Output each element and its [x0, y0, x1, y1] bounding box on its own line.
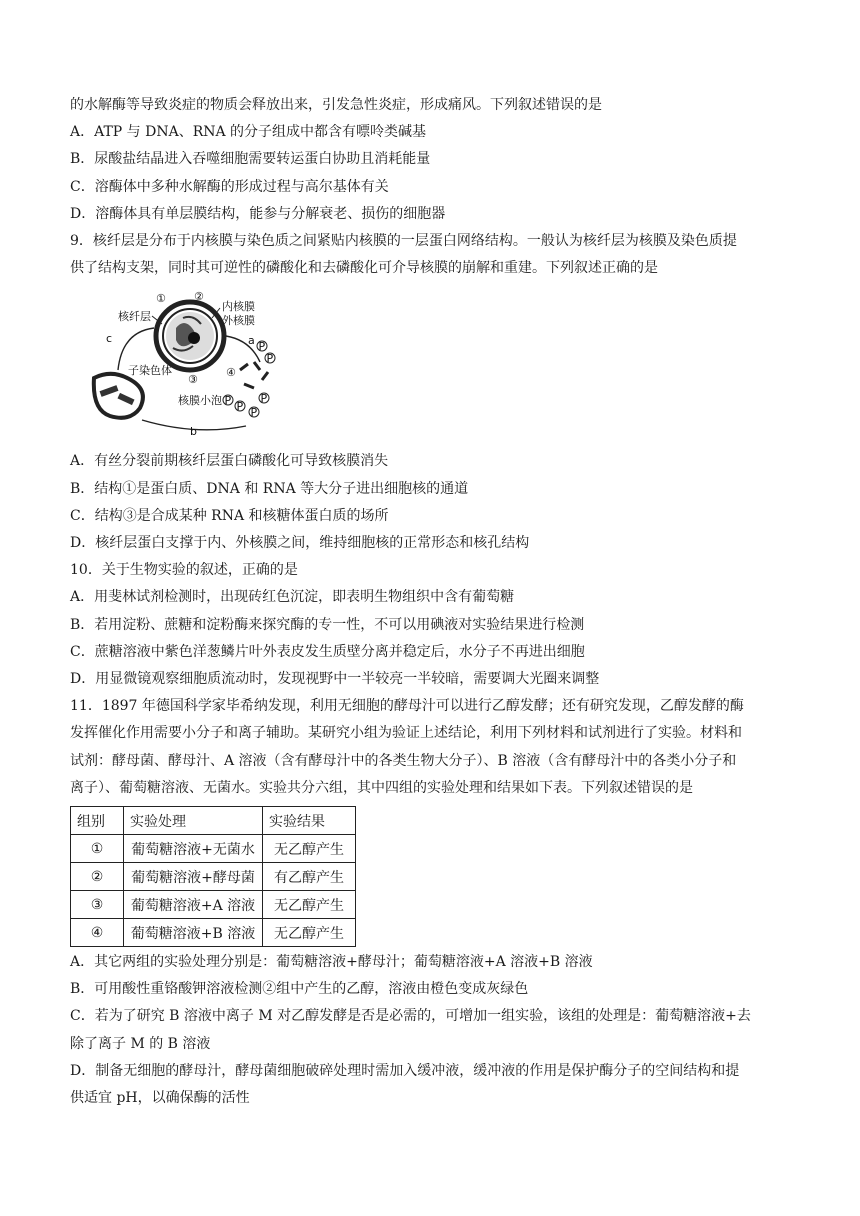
p-mark: P	[266, 352, 274, 366]
q11-option-d-line-2: 供适宜 pH，以确保酶的活性	[70, 1090, 250, 1107]
table-row	[71, 919, 356, 947]
daughter-chromosome	[100, 386, 119, 398]
table-cell: ③	[71, 891, 124, 919]
q11-option-c-line-1: C．若为了研究 B 溶液中离子 M 对乙醇发酵是否是必需的，可增加一组实验，该组的处理是：葡萄糖溶液+去	[70, 1008, 751, 1025]
table-cell: 葡萄糖溶液+无菌水	[124, 835, 263, 863]
table-cell: 无乙醇产生	[263, 891, 356, 919]
q9-option-a: A．有丝分裂前期核纤层蛋白磷酸化可导致核膜消失	[70, 453, 389, 470]
label-b: b	[190, 425, 197, 439]
table-cell: 无乙醇产生	[263, 835, 356, 863]
p-mark: P	[250, 406, 258, 420]
q10-option-d: D．用显微镜观察细胞质流动时，发现视野中一半较亮一半较暗，需要调大光圈来调整	[70, 671, 600, 688]
table-row	[71, 835, 356, 863]
q11-stem-line-1: 11．1897 年德国科学家毕希纳发现，利用无细胞的酵母汁可以进行乙醇发酵；还有研究发现，乙醇发酵的酶	[70, 698, 744, 715]
label-3: ③	[188, 373, 198, 387]
envelope-fragments	[240, 362, 268, 388]
q9-option-b: B．结构①是蛋白质、DNA 和 RNA 等大分子进出细胞核的通道	[70, 480, 469, 497]
q8-option-a: A．ATP 与 DNA、RNA 的分子组成中都含有嘌呤类碱基	[70, 124, 427, 141]
q8-option-c: C．溶酶体中多种水解酶的形成过程与高尔基体有关	[70, 178, 389, 195]
label-vesicle: 核膜小泡	[178, 394, 222, 408]
nucleolus	[188, 332, 200, 344]
p-mark: P	[236, 400, 244, 414]
q11-stem-line-4: 离子）、葡萄糖溶液、无菌水。实验共分六组，其中四组的实验处理和结果如下表。下列叙述错误的是	[70, 779, 693, 796]
table-cell: ④	[71, 919, 124, 947]
q9-stem-line-1: 9．核纤层是分布于内核膜与染色质之间紧贴内核膜的一层蛋白网络结构。一般认为核纤层为核膜及染色质提	[70, 233, 737, 250]
table-header: 组别	[71, 807, 124, 835]
table-header-row	[71, 807, 356, 835]
label-daughter-chromosome: 子染色体	[128, 364, 172, 378]
q10-option-c: C．蔗糖溶液中紫色洋葱鳞片叶外表皮发生质壁分离并稳定后，水分子不再进出细胞	[70, 643, 585, 660]
label-c: c	[106, 332, 113, 346]
table-cell: 葡萄糖溶液+B 溶液	[124, 919, 263, 947]
q8-option-b: B．尿酸盐结晶进入吞噬细胞需要转运蛋白协助且消耗能量	[70, 151, 431, 168]
q9-stem-line-2: 供了结构支架，同时其可逆性的磷酸化和去磷酸化可介导核膜的崩解和重建。下列叙述正确的是	[70, 260, 658, 277]
q11-stem-line-3: 试剂：酵母菌、酵母汁、A 溶液（含有酵母汁中的各类生物大分子）、B 溶液（含有酵母汁中的各类小分子和	[70, 752, 737, 769]
label-2: ②	[194, 290, 204, 304]
p-mark: P	[258, 340, 266, 354]
label-nuclear-lamina: 核纤层	[118, 310, 151, 324]
label-outer-membrane: 外核膜	[222, 314, 255, 328]
nuclear-lamina-diagram	[78, 288, 276, 438]
exam-page	[70, 92, 800, 1112]
arrow-a	[226, 336, 260, 362]
table-row	[71, 863, 356, 891]
table-header: 实验处理	[124, 807, 263, 835]
p-mark: P	[260, 392, 268, 406]
q11-option-d-line-1: D．制备无细胞的酵母汁，酵母菌细胞破碎处理时需加入缓冲液，缓冲液的作用是保护酶分子的空间结构和提	[70, 1062, 740, 1079]
label-inner-membrane: 内核膜	[222, 300, 255, 314]
table-row	[71, 891, 356, 919]
daughter-chromosome	[117, 393, 134, 405]
table-cell: 葡萄糖溶液+A 溶液	[124, 891, 263, 919]
q9-option-c: C．结构③是合成某种 RNA 和核糖体蛋白质的场所	[70, 507, 389, 524]
q10-option-b: B．若用淀粉、蔗糖和淀粉酶来探究酶的专一性，不可以用碘液对实验结果进行检测	[70, 616, 585, 633]
q8-stem-tail: 的水解酶等导致炎症的物质会释放出来，引发急性炎症，形成痛风。下列叙述错误的是	[70, 97, 602, 113]
label-a: a	[248, 334, 255, 348]
p-mark: P	[224, 394, 232, 408]
q11-stem-line-2: 发挥催化作用需要小分子和离子辅助。某研究小组为验证上述结论，利用下列材料和试剂进行了实验。材料和	[70, 725, 742, 742]
table-cell: ①	[71, 835, 124, 863]
phosphate-groups	[223, 340, 275, 419]
q9-option-d: D．核纤层蛋白支撑于内、外核膜之间，维持细胞核的正常形态和核孔结构	[70, 535, 530, 552]
table-cell: 有乙醇产生	[263, 863, 356, 891]
table-cell: 无乙醇产生	[263, 919, 356, 947]
label-4: ④	[226, 366, 236, 380]
reformed-envelope	[94, 374, 143, 418]
table-cell: 葡萄糖溶液+酵母菌	[124, 863, 263, 891]
q11-option-b: B．可用酸性重铬酸钾溶液检测②组中产生的乙醇，溶液由橙色变成灰绿色	[70, 981, 529, 998]
q11-option-c-line-2: 除了离子 M 的 B 溶液	[70, 1035, 211, 1052]
q10-stem: 10．关于生物实验的叙述，正确的是	[70, 562, 298, 579]
q10-option-a: A．用斐林试剂检测时，出现砖红色沉淀，即表明生物组织中含有葡萄糖	[70, 589, 515, 606]
table-header: 实验结果	[263, 807, 356, 835]
table-cell: ②	[71, 863, 124, 891]
label-1: ①	[156, 292, 166, 306]
q11-option-a: A．其它两组的实验处理分别是：葡萄糖溶液+酵母汁；葡萄糖溶液+A 溶液+B 溶液	[70, 954, 593, 971]
experiment-table	[70, 806, 356, 947]
q8-option-d: D．溶酶体具有单层膜结构，能参与分解衰老、损伤的细胞器	[70, 205, 446, 222]
